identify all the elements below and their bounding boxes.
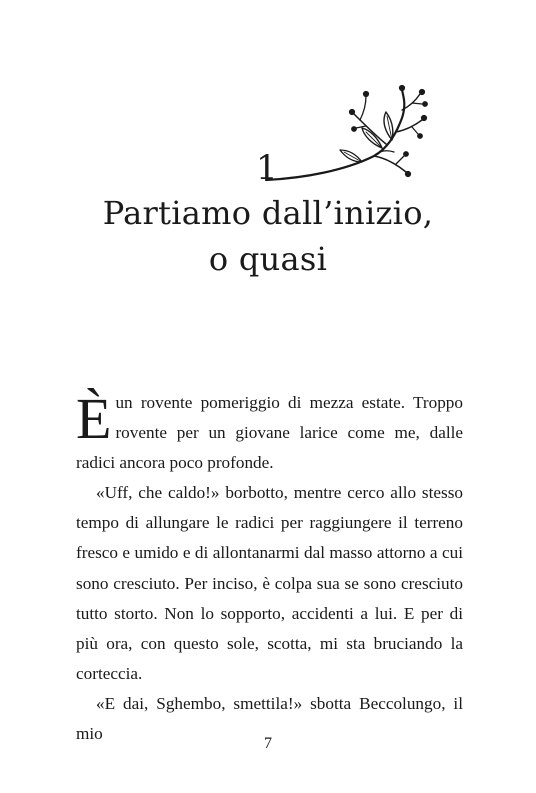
paragraph-1: [76, 388, 463, 478]
paragraph-1-text: un rovente pomeriggio di mezza estate. Troppo rovente per un giovane larice come me, dalle radici ancora poco profonde.: [76, 393, 463, 473]
paragraph-3: «E dai, Sghembo, smettila!» sbotta Beccolungo, il mio: [76, 693, 463, 744]
page-number: 7: [264, 735, 272, 752]
chapter-number: 1: [256, 148, 278, 188]
chapter-title-line-2: o quasi: [208, 240, 328, 278]
chapter-body: [76, 388, 463, 749]
paragraph-2: «Uff, che caldo!» borbotto, mentre cerco allo stesso tempo di allungare le radici per raggiungere il terreno fresco e umido e di allontanarmi dal masso attorno a cui sono cresciuto. Per inciso, è colpa sua se sono cresciuto tutto storto. Non lo sopporto, accidenti a lui. E per di più ora, con questo sole, scotta, mi sta bruciando la corteccia.: [76, 483, 463, 683]
chapter-title-line-1: Partiamo dall’inizio,: [102, 194, 434, 232]
drop-cap: È: [76, 386, 112, 451]
